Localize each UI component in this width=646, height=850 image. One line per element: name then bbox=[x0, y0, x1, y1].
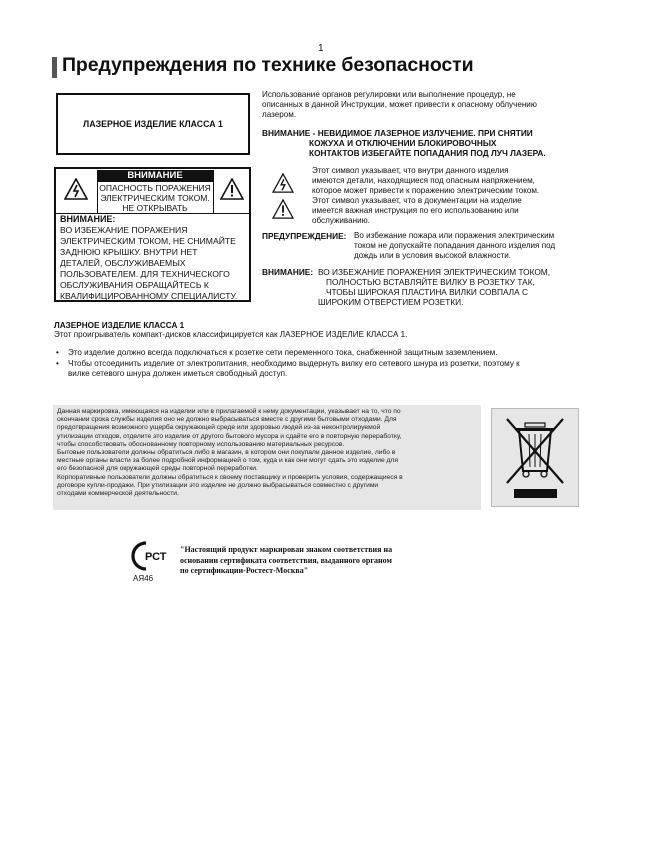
bullet-text: Это изделие должно всегда подключаться к розетке сети переменного тока, снабженной защитным заземлением. bbox=[68, 348, 498, 357]
caution-body-line: ДЕТАЛЕЙ, ОБСЛУЖИВАЕМЫХ bbox=[60, 258, 186, 268]
plug-label: ВНИМАНИЕ: bbox=[262, 267, 314, 277]
text-line: ШИРОКИМ ОТВЕРСТИЕМ РОЗЕТКИ. bbox=[318, 297, 464, 307]
certification-code: АЯ46 bbox=[133, 574, 154, 583]
caution-label-box bbox=[54, 167, 251, 302]
certification-statement bbox=[180, 545, 440, 577]
text-line: утилизации отходов, отделите это изделие от другого бытового мусора и сдайте его в повторную переработку, bbox=[57, 432, 402, 440]
text-line: предотвращения возможного ущерба окружающей среде или здоровью людей из-за неконтролируемой bbox=[57, 424, 381, 432]
text-line: отходами коммерческой деятельности. bbox=[57, 490, 179, 498]
prevention-label: ПРЕДУПРЕЖДЕНИЕ: bbox=[262, 231, 347, 241]
page-number: 1 bbox=[318, 43, 324, 54]
text-line: основании сертификата соответствия, выданного органом bbox=[180, 555, 392, 565]
text-line: дождь или в условия высокой влажности. bbox=[354, 251, 511, 260]
text-line: договоре купли-продажи. При утилизации это изделие не должно выбрасываться совместно с другими bbox=[57, 481, 379, 489]
electric-shock-warning-icon bbox=[64, 178, 88, 200]
text-line: Во избежание пожара или поражения электрическим bbox=[354, 231, 555, 240]
list-item bbox=[54, 359, 594, 379]
caution-body-line: ВО ИЗБЕЖАНИЕ ПОРАЖЕНИЯ bbox=[60, 225, 188, 235]
text-line: Корпоративные пользователи должны обратиться к своему поставщику и проверить условия, содержащиеся в bbox=[57, 473, 403, 481]
symbol2-description bbox=[312, 196, 592, 226]
laser-section-title: ЛАЗЕРНОЕ ИЗДЕЛИЕ КЛАССА 1 bbox=[54, 321, 185, 330]
text-line: КОЖУХА И ОТКЛЮЧЕНИИ БЛОКИРОВОЧНЫХ bbox=[309, 138, 497, 148]
caution-line: ОПАСНОСТЬ ПОРАЖЕНИЯ bbox=[99, 183, 211, 193]
crossed-out-bin-icon bbox=[492, 409, 578, 506]
text-line: током не допускайте попадания данного изделия под bbox=[354, 241, 556, 250]
text-line: Этот символ указывает, что внутри данного изделия bbox=[312, 166, 509, 175]
text-line: чтобы способствовать обоснованному повторному использованию материальных ресурсов. bbox=[57, 440, 345, 448]
text-line: по сертификации-Ростест-Москва" bbox=[180, 566, 309, 575]
invisible-laser-warning bbox=[262, 128, 592, 158]
caution-body-line: ОБСЛУЖИВАНИЯ ОБРАЩАЙТЕСЬ К bbox=[60, 280, 209, 290]
caution-header-lines bbox=[97, 183, 213, 213]
intro-paragraph bbox=[262, 90, 592, 120]
text-line: ЧТОБЫ ШИРОКАЯ ПЛАСТИНА ВИЛКИ СОВПАЛА С bbox=[326, 287, 528, 297]
laser-class-label bbox=[56, 93, 250, 155]
title-accent-bar bbox=[52, 57, 57, 78]
text-line: его безопасной для окружающей среды повторной переработки. bbox=[57, 465, 258, 473]
text-line: Бытовые пользователи должны обратиться либо в магазин, в котором они покупали данное изделие, либо в bbox=[57, 449, 396, 457]
caution-line: НЕ ОТКРЫВАТЬ bbox=[122, 203, 188, 213]
exclamation-symbol-icon bbox=[272, 199, 294, 219]
bullet-text: Чтобы отсоединить изделие от электропитания, необходимо выдернуть вилку его сетевого шнура из розетки, поэтому к bbox=[68, 359, 520, 368]
text-line: местные органы власти за более подробной информацией о том, куда и как они могут сдать это изделие для bbox=[57, 457, 398, 465]
text-line: Данная маркировка, имеющаяся на изделии или в прилагаемой к нему документации, указывает на то, что по bbox=[57, 408, 401, 415]
text-line: ПОЛНОСТЬЮ ВСТАВЛЯЙТЕ ВИЛКУ В РОЗЕТКУ ТАК, bbox=[326, 277, 535, 287]
text-line: которое может привести к поражению электрическим током. bbox=[312, 186, 540, 195]
text-line: "Настоящий продукт маркирован знаком соответствия на bbox=[180, 545, 393, 554]
text-line: ВО ИЗБЕЖАНИЕ ПОРАЖЕНИЯ ЭЛЕКТРИЧЕСКИМ ТОКОМ, bbox=[318, 267, 551, 277]
list-item bbox=[54, 348, 594, 358]
exclamation-warning-icon bbox=[220, 178, 244, 200]
text-line: ВНИМАНИЕ - НЕВИДИМОЕ ЛАЗЕРНОЕ ИЗЛУЧЕНИЕ. ПРИ СНЯТИИ bbox=[262, 128, 533, 138]
caution-divider bbox=[213, 170, 214, 213]
electric-shock-symbol-icon bbox=[272, 173, 294, 193]
fire-prevention-warning bbox=[262, 231, 592, 261]
caution-divider bbox=[97, 170, 98, 213]
bullet-text: вилке сетевого шнура должен иметься свободный доступ. bbox=[68, 369, 288, 378]
caution-body bbox=[60, 214, 250, 302]
text-line: обслуживанию. bbox=[312, 216, 370, 225]
caution-body-line: ЭЛЕКТРИЧЕСКИМ ТОКОМ, НЕ СНИМАЙТЕ bbox=[60, 236, 236, 246]
text-line: Использование органов регулировки или выполнение процедур, не bbox=[262, 90, 516, 99]
caution-body-line: ПОЛЬЗОВАТЕЛЕМ. ДЛЯ ТЕХНИЧЕСКОГО bbox=[60, 269, 230, 279]
caution-body-title: ВНИМАНИЕ: bbox=[60, 214, 116, 224]
text-line: имеется важная инструкция по его использованию или bbox=[312, 206, 519, 215]
caution-body-line: ЗАДНЮЮ КРЫШКУ. ВНУТРИ НЕТ bbox=[60, 247, 198, 257]
rst-certification-logo bbox=[126, 540, 178, 572]
rst-mark-letters: РСТ bbox=[145, 551, 167, 563]
caution-line: ЭЛЕКТРИЧЕСКИМ ТОКОМ. bbox=[100, 193, 210, 203]
text-line: лазером. bbox=[262, 110, 297, 119]
text-line: имеются детали, находящиеся под опасным напряжением, bbox=[312, 176, 535, 185]
caution-body-line: КВАЛИФИЦИРОВАННОМУ СПЕЦИАЛИСТУ. bbox=[60, 291, 238, 301]
text-line: окончании срока службы изделия оно не должно выбрасываться вместе с другими бытовыми отходами. Для bbox=[57, 416, 397, 424]
recycling-text bbox=[57, 408, 477, 498]
page-title: Предупреждения по технике безопасности bbox=[62, 54, 474, 76]
laser-section-text: Этот проигрыватель компакт-дисков классифицируется как ЛАЗЕРНОЕ ИЗДЕЛИЕ КЛАССА 1. bbox=[54, 330, 408, 339]
safety-bullet-list bbox=[54, 348, 594, 380]
text-line: описанных в данной Инструкции, может привести к опасному облучению bbox=[262, 100, 537, 109]
laser-class-label-text: ЛАЗЕРНОЕ ИЗДЕЛИЕ КЛАССА 1 bbox=[83, 119, 223, 129]
plug-warning bbox=[262, 267, 592, 307]
caution-header: ВНИМАНИЕ bbox=[97, 170, 213, 182]
weee-symbol-box bbox=[491, 408, 579, 507]
text-line: КОНТАКТОВ ИЗБЕГАЙТЕ ПОПАДАНИЯ ПОД ЛУЧ ЛАЗЕРА. bbox=[309, 148, 546, 158]
symbol1-description bbox=[312, 166, 592, 196]
text-line: Этот символ указывает, что в документации на изделие bbox=[312, 196, 522, 205]
